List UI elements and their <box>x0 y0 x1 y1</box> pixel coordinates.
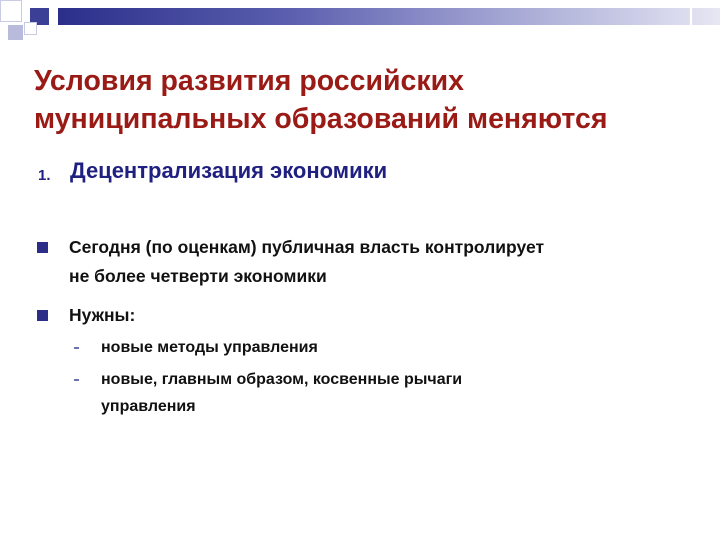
bullet-line: Сегодня (по оценкам) публичная власть контролирует <box>69 237 545 257</box>
top-gradient-band <box>58 8 720 25</box>
heading-text: Децентрализация экономики <box>70 158 388 183</box>
sub-bullet-line: новые методы управления <box>101 339 318 356</box>
dash-bullet-icon <box>74 347 79 349</box>
corner-square-white-2 <box>24 22 37 35</box>
bullet-line: не более четверти экономики <box>69 266 327 286</box>
sub-bullet-text <box>101 366 462 420</box>
dash-bullet-icon <box>74 379 79 381</box>
bullet-line: Нужны: <box>69 305 136 325</box>
square-bullet-icon <box>37 242 48 253</box>
corner-square-lavender <box>8 25 23 40</box>
title-line-1: Условия развития российских <box>34 65 465 97</box>
sub-bullet-text <box>101 334 318 361</box>
band-divider <box>690 8 692 25</box>
bullet-text <box>69 301 689 330</box>
corner-square-white-1 <box>0 0 22 22</box>
slide-title <box>34 62 704 138</box>
bullet-text <box>69 233 689 291</box>
square-bullet-icon <box>37 310 48 321</box>
heading-number: 1. <box>38 167 51 184</box>
sub-bullet-line: управления <box>101 398 196 415</box>
sub-bullet-line: новые, главным образом, косвенные рычаги <box>101 371 463 388</box>
title-line-2: муниципальных образований меняются <box>34 103 608 135</box>
